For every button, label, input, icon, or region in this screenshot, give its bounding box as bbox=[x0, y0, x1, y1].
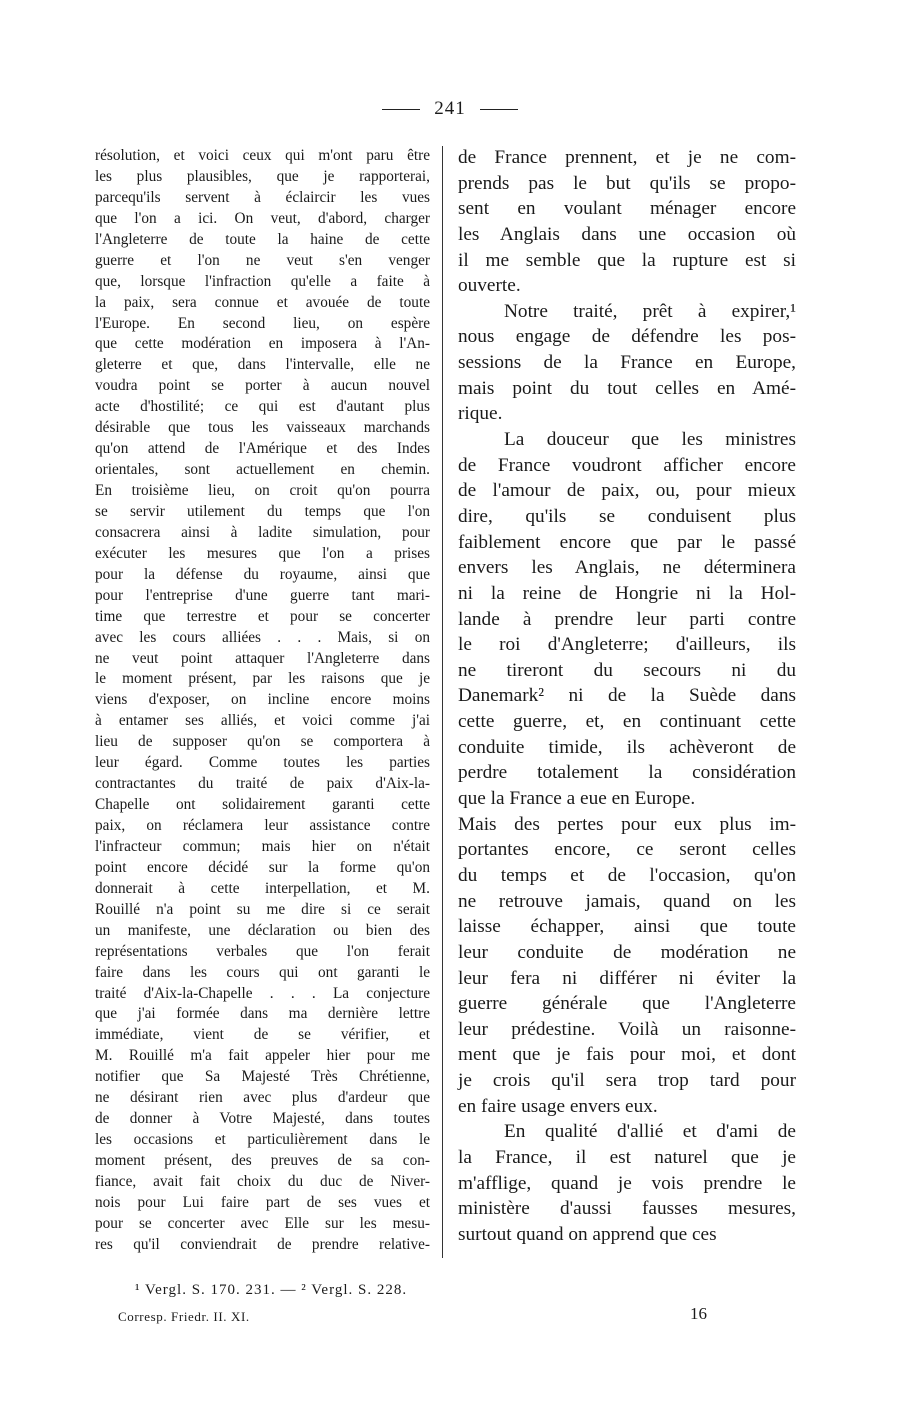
text-line: que la France a eue en Europe. bbox=[458, 788, 696, 810]
text-line: envers les Anglais, ne déterminera bbox=[458, 557, 796, 579]
text-line: consacrera ainsi à ladite simulation, pour bbox=[95, 523, 430, 541]
text-line: dire, qu'ils se conduisent plus bbox=[458, 505, 796, 527]
text-line: en faire usage envers eux. bbox=[458, 1095, 658, 1117]
text-line: nois pour Lui faire part de ses vues et bbox=[95, 1193, 430, 1211]
text-line: viens d'exposer, on incline encore moins bbox=[95, 691, 430, 709]
text-line: de France voudront afficher encore bbox=[458, 454, 796, 476]
text-line: m'afflige, quand je vois prendre le bbox=[458, 1172, 796, 1194]
text-line: leur conduite de modération ne bbox=[458, 941, 796, 963]
text-line: En troisième lieu, on croit qu'on pourra bbox=[95, 482, 430, 499]
text-line: exécuter les mesures que l'on a prises bbox=[95, 544, 430, 562]
text-line: ne désirant rien avec plus d'ardeur que bbox=[95, 1089, 430, 1107]
text-line: notifier que Sa Majesté Très Chrétienne, bbox=[95, 1068, 430, 1086]
text-line: nous engage de défendre les pos- bbox=[458, 326, 796, 348]
text-line: désirable que tous les vaisseaux marchands bbox=[95, 419, 430, 437]
text-line: qu'on attend de l'Amérique et des Indes bbox=[95, 440, 430, 458]
text-line: Mais des pertes pour eux plus im- bbox=[458, 813, 796, 835]
text-line: pour se concerter avec Elle sur les mesu- bbox=[95, 1214, 430, 1232]
text-line: ni la reine de Hongrie ni la Hol- bbox=[458, 582, 796, 604]
text-line: que, lorsque l'infraction qu'elle a faite à bbox=[95, 272, 430, 290]
text-line: En qualité d'allié et d'ami de bbox=[504, 1121, 796, 1143]
text-line: que j'ai formée dans ma dernière lettre bbox=[95, 1005, 430, 1023]
printer-signature: Corresp. Friedr. II. XI. bbox=[118, 1309, 250, 1324]
text-line: time que terrestre et pour se concerter bbox=[95, 607, 430, 625]
text-line: pour la défense du royaume, ainsi que bbox=[95, 565, 430, 583]
text-line: lande à prendre leur parti contre bbox=[458, 608, 796, 630]
text-line: rique. bbox=[458, 403, 503, 425]
text-line: résolution, et voici ceux qui m'ont paru être bbox=[95, 147, 430, 164]
text-line: faire dans les cours qui ont garanti le bbox=[95, 963, 430, 981]
text-line: traité d'Aix-la-Chapelle . . . La conjecture bbox=[95, 984, 430, 1002]
text-line: la France, il est naturel que je bbox=[458, 1146, 796, 1168]
header-rule-right bbox=[480, 109, 518, 110]
text-line: ment que je fais pour moi, et dont bbox=[458, 1044, 796, 1066]
text-line: pour l'entreprise d'une guerre tant mari- bbox=[95, 586, 430, 604]
text-line: conduite timide, ils achèveront de bbox=[458, 736, 796, 758]
text-line: du temps et de l'occasion, qu'on bbox=[458, 864, 796, 886]
right-column bbox=[458, 145, 796, 1248]
text-line: surtout quand on apprend que ces bbox=[458, 1223, 717, 1245]
text-line: lieu de supposer qu'on se comportera à bbox=[95, 733, 430, 751]
text-line: les occasions et particulièrement dans le bbox=[95, 1131, 430, 1149]
text-line: la paix, sera connue et avouée de toute bbox=[95, 293, 430, 311]
text-line: avec les cours alliées . . . Mais, si on bbox=[95, 628, 430, 646]
text-line: prends pas le but qu'ils se propo- bbox=[458, 172, 796, 194]
text-line: Chapelle ont solidairement garanti cette bbox=[95, 796, 430, 814]
text-line: représentations verbales que l'on ferait bbox=[95, 942, 430, 960]
text-line: de France prennent, et je ne com- bbox=[458, 147, 796, 168]
text-line: les plus plausibles, que je rapporterai, bbox=[95, 167, 430, 185]
text-line: moment présent, des preuves de sa con- bbox=[95, 1152, 430, 1169]
text-line: Danemark² ni de la Suède dans bbox=[458, 685, 796, 707]
text-line: paix, on réclamera leur assistance contre bbox=[95, 817, 430, 834]
text-line: leur prédestine. Voilà un raisonne- bbox=[458, 1018, 796, 1040]
text-line: parcequ'ils servent à éclaircir les vues bbox=[95, 188, 430, 206]
text-line: se servir utilement du temps que l'on bbox=[95, 502, 430, 520]
text-line: Notre traité, prêt à expirer,¹ bbox=[504, 300, 796, 322]
text-line: ouverte. bbox=[458, 275, 521, 297]
text-line: laisse échapper, ainsi que toute bbox=[458, 916, 796, 938]
text-line: M. Rouillé m'a fait appeler hier pour me bbox=[95, 1047, 430, 1065]
text-line: guerre et l'on ne veut s'en venger bbox=[95, 251, 430, 269]
text-line: ne veut point attaquer l'Angleterre dans bbox=[95, 649, 430, 667]
text-line: perdre totalement la considération bbox=[458, 762, 796, 784]
text-line: contractantes du traité de paix d'Aix-la- bbox=[95, 775, 430, 793]
text-line: le roi d'Angleterre; d'ailleurs, ils bbox=[458, 634, 796, 656]
text-line: gleterre et que, dans l'intervalle, elle ne bbox=[95, 356, 430, 374]
text-line: je crois qu'il sera trop tard pour bbox=[458, 1070, 796, 1092]
text-line: point encore décidé sur la forme qu'on bbox=[95, 858, 430, 876]
text-line: mais point du tout celles en Amé- bbox=[458, 377, 796, 399]
text-line: l'Angleterre de toute la haine de cette bbox=[95, 230, 430, 248]
text-line: guerre générale que l'Angleterre bbox=[458, 993, 796, 1015]
text-line: leur fera ni différer ni éviter la bbox=[458, 967, 796, 989]
sheet-number: 16 bbox=[690, 1304, 707, 1323]
text-line: il me semble que la rupture est si bbox=[458, 249, 796, 271]
text-line: La douceur que les ministres bbox=[504, 429, 796, 451]
text-line: donnerait à cette interpellation, et M. bbox=[95, 879, 430, 897]
text-line: l'infracteur commun; mais hier on n'était bbox=[95, 837, 430, 855]
text-line: de l'amour de paix, ou, pour mieux bbox=[458, 480, 796, 502]
text-line: sessions de la France en Europe, bbox=[458, 352, 796, 374]
text-line: que l'on a ici. On veut, d'abord, charger bbox=[95, 209, 430, 227]
text-line: un manifeste, une déclaration ou bien des bbox=[95, 921, 430, 939]
text-line: Rouillé n'a point su me dire si ce serait bbox=[95, 900, 430, 918]
page-number: 241 bbox=[434, 98, 466, 119]
text-line: ne tireront du secours ni du bbox=[458, 659, 796, 681]
text-line: ne retrouve jamais, quand on les bbox=[458, 890, 796, 912]
text-line: voudra point se porter à aucun nouvel bbox=[95, 377, 430, 395]
text-line: acte d'hostilité; ce qui est d'autant plus bbox=[95, 398, 430, 416]
text-line: orientales, sont actuellement en chemin. bbox=[95, 461, 430, 479]
text-line: faiblement encore que par le passé bbox=[458, 531, 796, 553]
text-line: à entamer ses alliés, et voici comme j'ai bbox=[95, 712, 430, 730]
page-header bbox=[0, 98, 900, 120]
text-line: les Anglais dans une occasion où bbox=[458, 223, 796, 245]
text-line: leur égard. Comme toutes les parties bbox=[95, 754, 430, 772]
text-line: le moment présent, par les raisons que je bbox=[95, 670, 430, 688]
left-column bbox=[95, 146, 430, 1256]
text-line: immédiate, vient de se vérifier, et bbox=[95, 1026, 430, 1044]
header-rule-left bbox=[382, 109, 420, 110]
text-line: res qu'il conviendrait de prendre relative- bbox=[95, 1235, 430, 1253]
text-line: ministère d'aussi fausses mesures, bbox=[458, 1198, 796, 1220]
text-line: portantes encore, ce seront celles bbox=[458, 839, 796, 861]
text-line: cette guerre, et, en continuant cette bbox=[458, 711, 796, 733]
text-line: de donner à Votre Majesté, dans toutes bbox=[95, 1110, 430, 1128]
footnotes: ¹ Vergl. S. 170. 231. — ² Vergl. S. 228. bbox=[135, 1282, 408, 1298]
text-line: l'Europe. En second lieu, on espère bbox=[95, 314, 430, 332]
text-line: que cette modération en imposera à l'An- bbox=[95, 335, 430, 353]
text-line: fiance, avait fait choix du duc de Niver- bbox=[95, 1172, 430, 1190]
text-line: sent en voulant ménager encore bbox=[458, 198, 796, 220]
column-divider bbox=[442, 146, 443, 1258]
